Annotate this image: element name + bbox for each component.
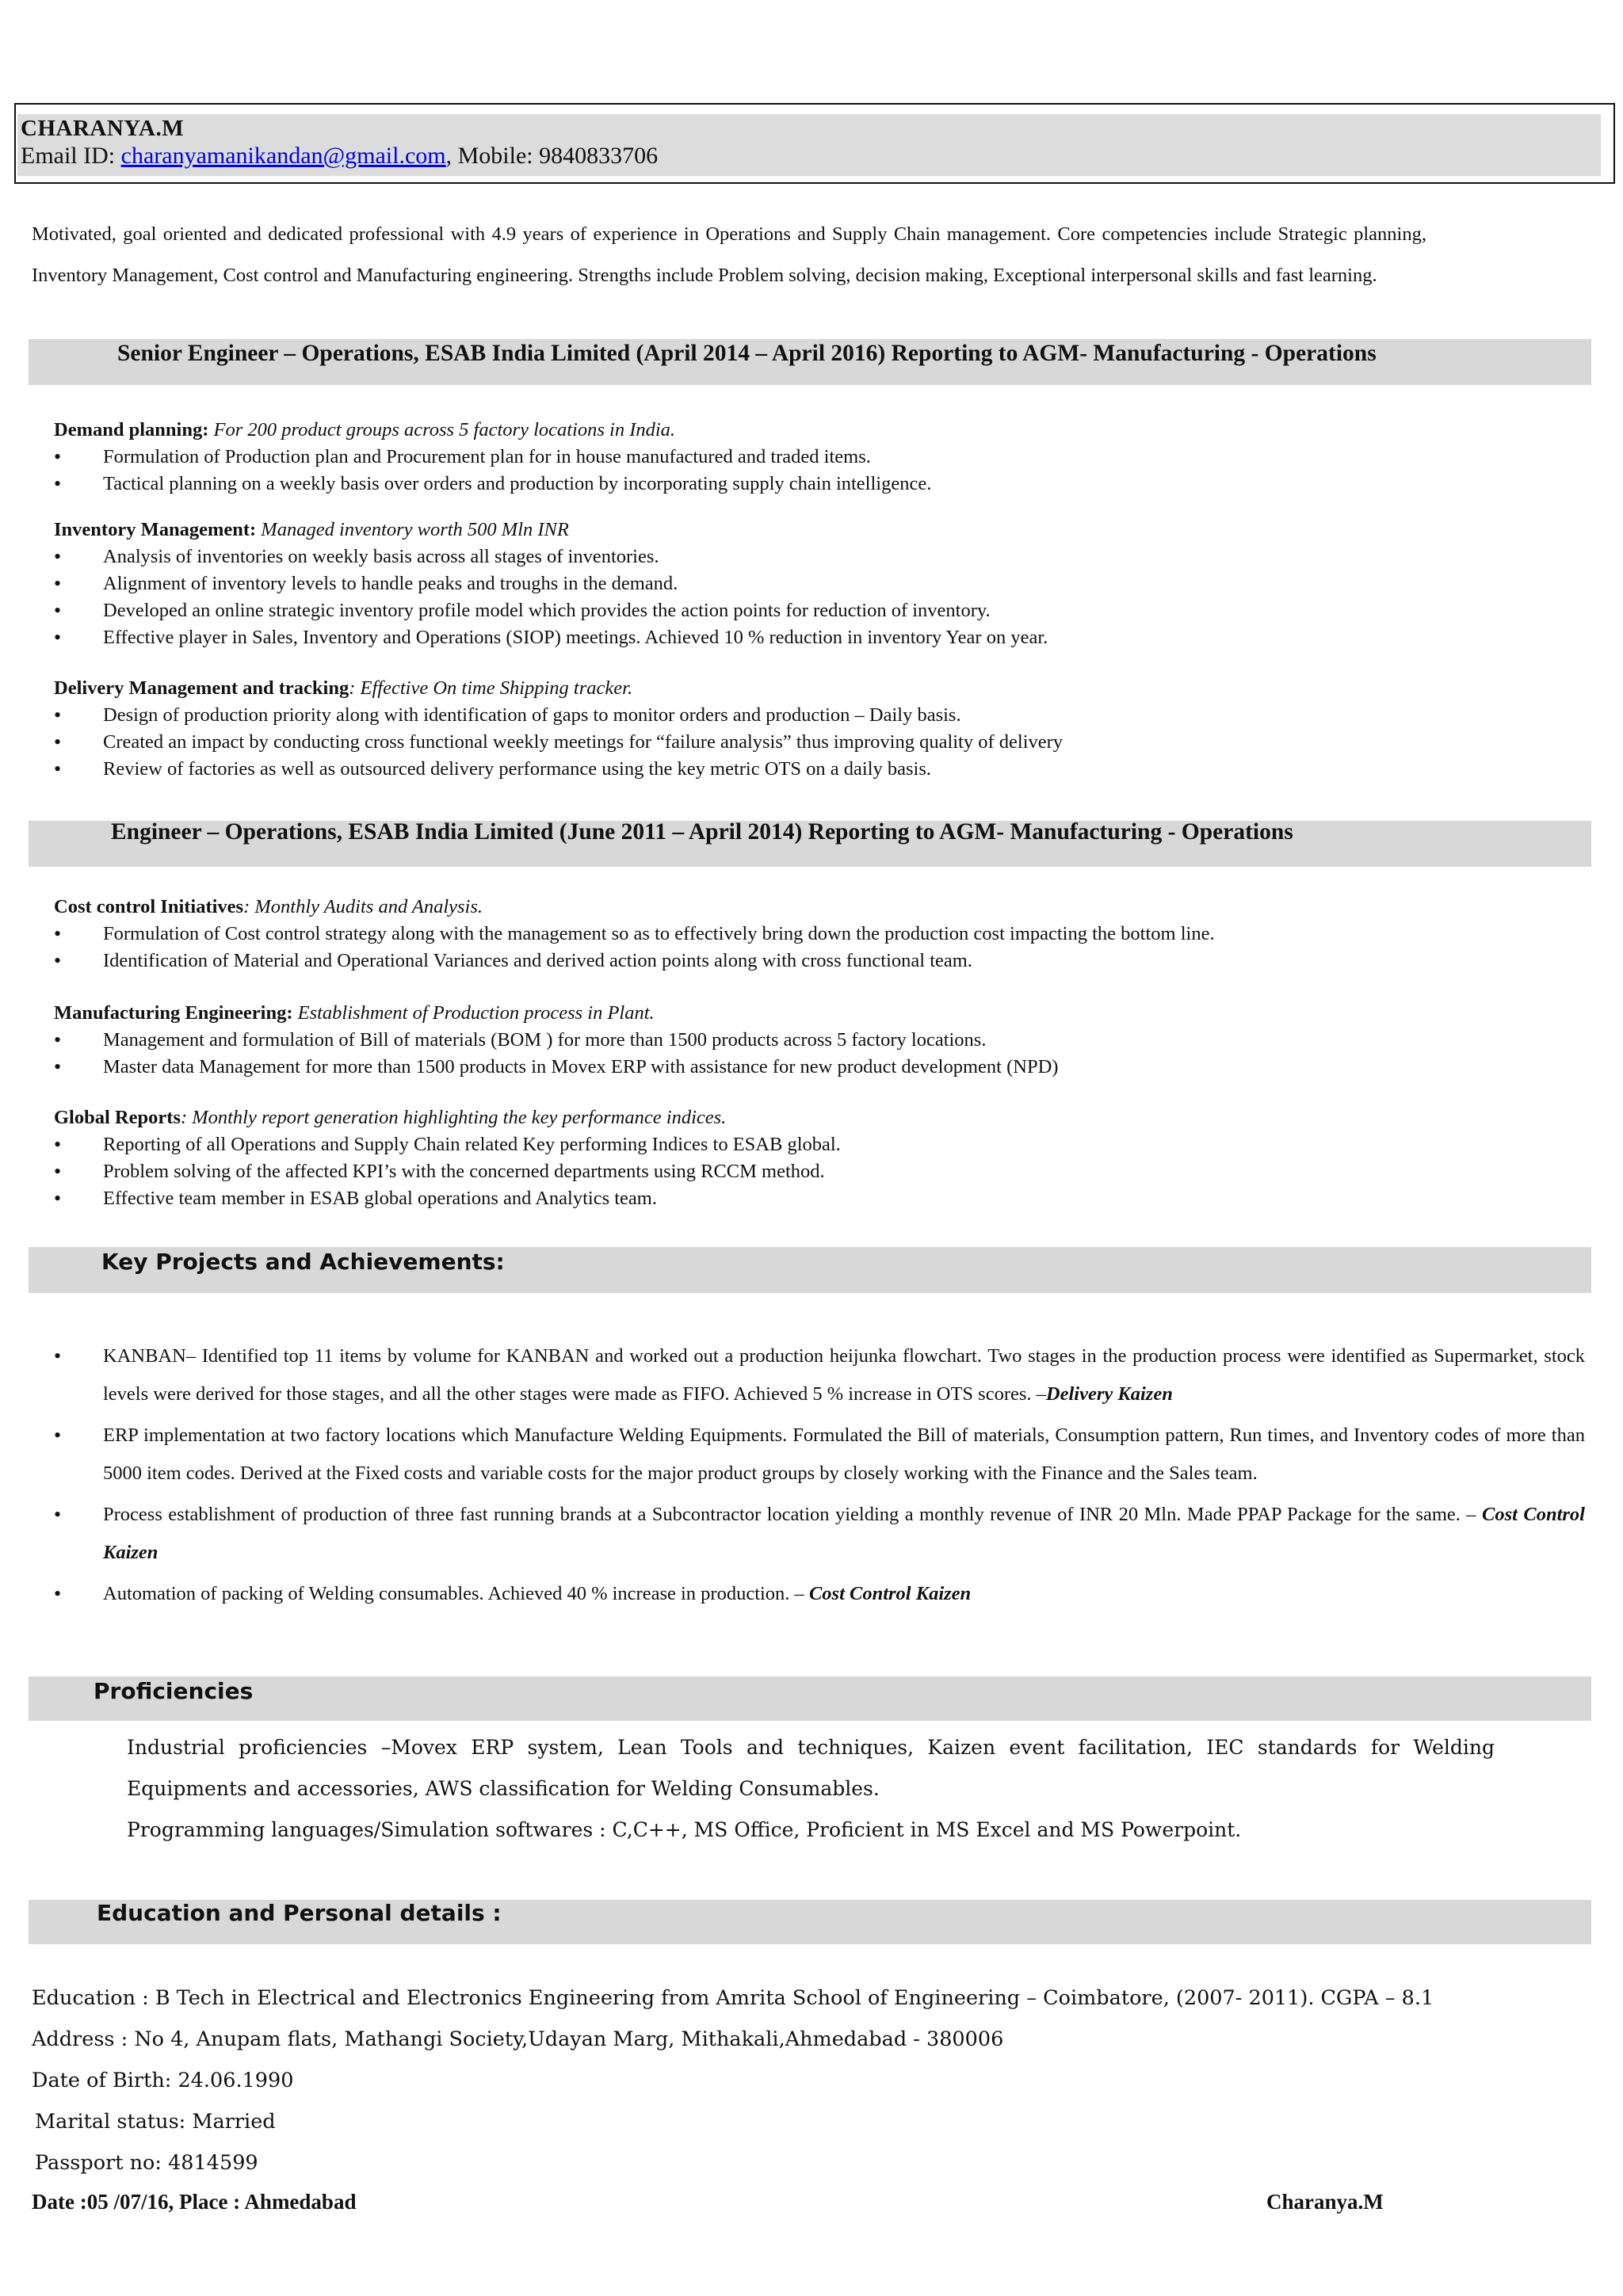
list-item: • Effective player in Sales, Inventory and Operations (SIOP) meetings. Achieved 10 % reduction in inventory Year on year.: [54, 624, 1560, 651]
group-subtitle: Managed inventory worth 500 Mln INR: [256, 519, 569, 540]
job1-group-delivery: [54, 675, 1560, 783]
job1-title: Senior Engineer – Operations, ESAB India Limited (April 2014 – April 2016) Reporting to AGM- Manufacturing - Operations: [117, 341, 1377, 366]
job2-title: Engineer – Operations, ESAB India Limited (June 2011 – April 2014) Reporting to AGM- Manufacturing - Operations: [111, 819, 1293, 845]
list-item: • Developed an online strategic inventory profile model which provides the action points for reduction of inventory.: [54, 597, 1560, 624]
education-details: [32, 1978, 1537, 2183]
project-item: [54, 1417, 1585, 1493]
project-tag: Cost Control Kaizen: [103, 1504, 1585, 1563]
proficiencies-title: Proficiencies: [94, 1678, 254, 1704]
proficiencies-industrial: Industrial proficiencies –Movex ERP system, Lean Tools and techniques, Kaizen event facilitation, IEC standards for Welding Equipments and accessories, AWS classification for Welding Consumables.: [127, 1736, 1495, 1800]
group-heading: Manufacturing Engineering:: [54, 1002, 293, 1024]
list-item: • Formulation of Cost control strategy along with the management so as to effectively bring down the production cost impacting the bottom line.: [54, 921, 1560, 948]
job1-group-demand: [54, 417, 1560, 498]
dob-line: Date of Birth: 24.06.1990: [32, 2069, 294, 2092]
group-heading: Demand planning:: [54, 419, 209, 441]
project-tag: Cost Control Kaizen: [808, 1583, 972, 1604]
project-item: [54, 1575, 1585, 1613]
list-item: • Tactical planning on a weekly basis over orders and production by incorporating supply chain intelligence.: [54, 471, 1560, 498]
job2-group-manufacturing: [54, 1000, 1560, 1081]
group-heading: Delivery Management and tracking: [54, 677, 349, 699]
list-item: • Problem solving of the affected KPI’s with the concerned departments using RCCM method.: [54, 1158, 1560, 1185]
list-item: • Formulation of Production plan and Procurement plan for in house manufactured and traded items.: [54, 444, 1560, 471]
email-label: Email ID:: [21, 143, 121, 169]
job2-group-global-reports: [54, 1104, 1560, 1212]
project-item: [54, 1337, 1585, 1413]
project-tag: Delivery Kaizen: [1045, 1383, 1173, 1405]
proficiencies-section-bar: [29, 1676, 1591, 1721]
job2-group-cost-control: [54, 894, 1560, 974]
projects-list: [54, 1337, 1585, 1616]
proficiencies-programming: Programming languages/Simulation softwares : C,C++, MS Office, Proficient in MS Excel and MS Powerpoint.: [127, 1818, 1242, 1841]
group-subtitle: : Monthly report generation highlighting the key performance indices.: [180, 1107, 727, 1128]
project-text: ERP implementation at two factory locations which Manufacture Welding Equipments. Formulated the Bill of materials, Consumption pattern, Run times, and Inventory codes of more than 5000 item codes. Derived at the Fixed costs and variable costs for the major product groups by closely working with the Finance and the Sales team.: [103, 1425, 1585, 1484]
contact-line: [21, 143, 658, 170]
group-heading: Cost control Initiatives: [54, 896, 244, 917]
profile-summary: Motivated, goal oriented and dedicated professional with 4.9 years of experience in Operations and Supply Chain management. Core competencies include Strategic planning, Inventory Management, Cost control and Manufacturing engineering. Strengths include Problem solving, decision making, Exceptional interpersonal skills and fast learning.: [32, 223, 1426, 286]
candidate-name: CHARANYA.M: [21, 116, 185, 141]
project-item: [54, 1496, 1585, 1572]
group-subtitle: Establishment of Production process in Plant.: [292, 1002, 655, 1024]
project-text: KANBAN– Identified top 11 items by volume for KANBAN and worked out a production heijunka flowchart. Two stages in the production process were identified as Supermarket, stock levels were derived for those stages, and all the other stages were made as FIFO. Achieved 5 % increase in OTS scores. –: [103, 1345, 1585, 1405]
group-subtitle: : Monthly Audits and Analysis.: [243, 896, 483, 917]
project-text: Automation of packing of Welding consumables. Achieved 40 % increase in production. –: [103, 1583, 809, 1604]
list-item: • Alignment of inventory levels to handle peaks and troughs in the demand.: [54, 570, 1560, 597]
list-item: • Design of production priority along with identification of gaps to monitor orders and production – Daily basis.: [54, 702, 1560, 729]
list-item: • Effective team member in ESAB global operations and Analytics team.: [54, 1185, 1560, 1212]
list-item: • Management and formulation of Bill of materials (BOM ) for more than 1500 products across 5 factory locations.: [54, 1027, 1560, 1054]
passport-line: Passport no: 4814599: [35, 2151, 258, 2175]
projects-title: Key Projects and Achievements:: [101, 1249, 505, 1275]
group-subtitle: For 200 product groups across 5 factory locations in India.: [208, 419, 676, 441]
address-line: Address : No 4, Anupam flats, Mathangi Society,Udayan Marg, Mithakali,Ahmedabad - 380006: [32, 2027, 1004, 2051]
email-link[interactable]: charanyamanikandan@gmail.com: [120, 143, 446, 169]
mobile-text: , Mobile: 9840833706: [445, 143, 659, 169]
marital-line: Marital status: Married: [35, 2110, 276, 2134]
date-place: Date :05 /07/16, Place : Ahmedabad: [32, 2190, 357, 2214]
group-subtitle: : Effective On time Shipping tracker.: [349, 677, 633, 699]
job1-group-inventory: [54, 517, 1560, 651]
list-item: • Identification of Material and Operational Variances and derived action points along with cross functional team.: [54, 948, 1560, 974]
signature: Charanya.M: [1266, 2190, 1384, 2214]
list-item: • Analysis of inventories on weekly basis across all stages of inventories.: [54, 543, 1560, 570]
list-item: • Master data Management for more than 1500 products in Movex ERP with assistance for new product development (NPD): [54, 1054, 1560, 1081]
education-line: Education : B Tech in Electrical and Electronics Engineering from Amrita School of Engineering – Coimbatore, (2007- 2011). CGPA – 8.1: [32, 1986, 1434, 2010]
group-heading: Global Reports: [54, 1107, 181, 1128]
project-text: Process establishment of production of three fast running brands at a Subcontractor location yielding a monthly revenue of INR 20 Mln. Made PPAP Package for the same. –: [103, 1504, 1482, 1525]
list-item: • Created an impact by conducting cross functional weekly meetings for “failure analysis” thus improving quality of delivery: [54, 729, 1560, 756]
list-item: • Reporting of all Operations and Supply Chain related Key performing Indices to ESAB global.: [54, 1131, 1560, 1158]
group-heading: Inventory Management:: [54, 519, 257, 540]
list-item: • Review of factories as well as outsourced delivery performance using the key metric OTS on a daily basis.: [54, 756, 1560, 783]
education-title: Education and Personal details :: [97, 1900, 502, 1926]
